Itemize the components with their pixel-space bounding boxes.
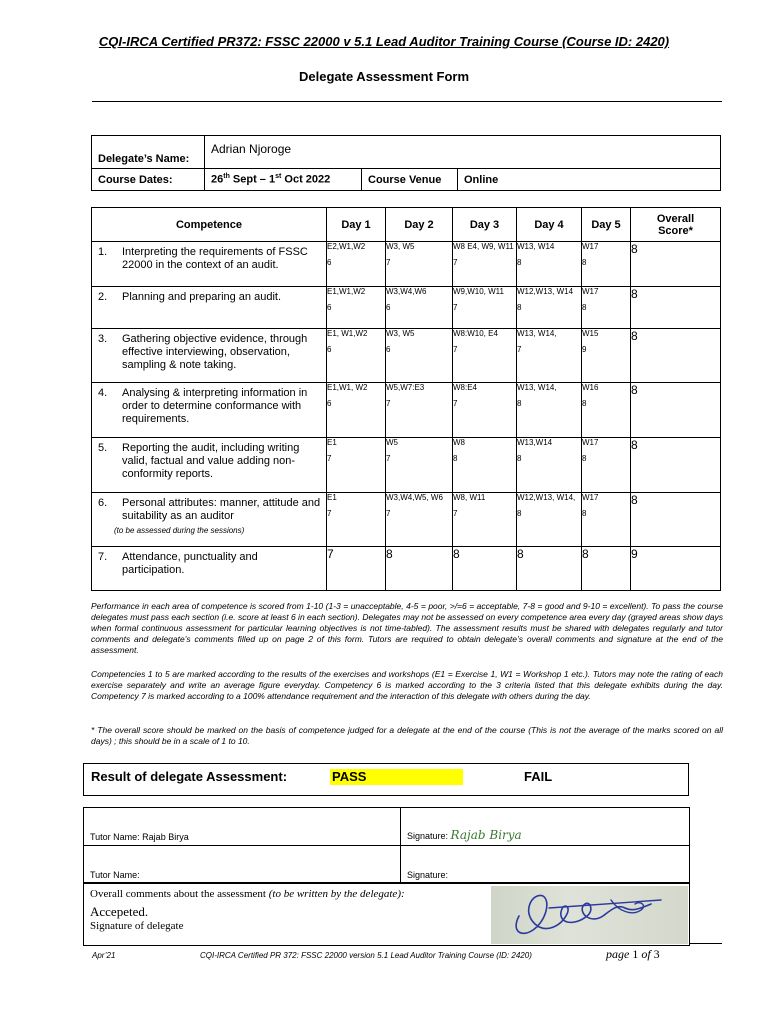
header-day-4: Day 4 xyxy=(517,208,582,242)
day-score-cell[interactable] xyxy=(386,383,453,438)
competence-text: Planning and preparing an audit. xyxy=(122,291,282,303)
overall-score-cell[interactable] xyxy=(631,329,721,383)
competence-cell xyxy=(92,329,327,383)
day-score: 8 xyxy=(517,547,524,561)
overall-score-cell[interactable] xyxy=(631,242,721,287)
day-score-cell[interactable] xyxy=(582,493,631,547)
day-score: 6 xyxy=(327,399,332,408)
day-score: 8 xyxy=(517,258,522,267)
day-exercise-codes: W16 xyxy=(582,383,599,392)
day-score: 8 xyxy=(582,547,589,561)
day-score-cell[interactable] xyxy=(453,383,517,438)
day-score: 7 xyxy=(386,509,391,518)
day-exercise-codes: E1, W1,W2 xyxy=(327,329,368,338)
day-score-cell[interactable] xyxy=(517,438,582,493)
day-exercise-codes: W12,W13, W14 xyxy=(517,287,574,296)
day-exercise-codes: W8 xyxy=(453,438,465,447)
day-score: 7 xyxy=(386,399,391,408)
competence-number: 3. xyxy=(98,333,108,345)
competence-number: 2. xyxy=(98,291,108,303)
competence-row xyxy=(92,493,721,547)
comments-question: Overall comments about the assessment (to be written by the delegate): xyxy=(90,888,405,900)
delegate-signature-label: Signature of delegate xyxy=(90,920,184,932)
competence-cell xyxy=(92,493,327,547)
day-score-cell[interactable] xyxy=(386,329,453,383)
day-score-cell[interactable] xyxy=(327,242,386,287)
tutor-name-1: Tutor Name: Rajab Birya xyxy=(84,808,401,846)
competence-text: Analysing & interpreting information in order to determine conformance with requirements. xyxy=(122,387,308,425)
day-score-cell[interactable] xyxy=(327,547,386,591)
day-score-cell[interactable] xyxy=(386,438,453,493)
day-score-cell[interactable] xyxy=(386,547,453,591)
result-box xyxy=(83,763,689,796)
day-score: 7 xyxy=(453,509,458,518)
overall-score-note: * The overall score should be marked on the basis of competence judged for a delegate at the end of the course (This is not the average of the marks scored on all days) ; this should be in a scale of 1 to 10. xyxy=(91,725,723,746)
day-score: 8 xyxy=(582,258,587,267)
day-score-cell[interactable] xyxy=(453,287,517,329)
competence-row xyxy=(92,287,721,329)
day-score-cell[interactable] xyxy=(582,438,631,493)
overall-score-cell[interactable] xyxy=(631,287,721,329)
day-score-cell[interactable] xyxy=(517,383,582,438)
overall-score-cell[interactable] xyxy=(631,547,721,591)
day-score: 8 xyxy=(582,303,587,312)
day-exercise-codes: W17 xyxy=(582,493,599,502)
day-score: 8 xyxy=(386,547,393,561)
overall-score: 8 xyxy=(631,438,638,452)
day-exercise-codes: W3,W4,W6 xyxy=(386,287,427,296)
day-score: 8 xyxy=(517,303,522,312)
delegate-signature-image xyxy=(491,886,688,944)
day-score: 8 xyxy=(582,509,587,518)
competence-number: 4. xyxy=(98,387,108,399)
day-score: 7 xyxy=(453,258,458,267)
day-score: 7 xyxy=(517,345,522,354)
result-label: Result of delegate Assessment: xyxy=(91,769,288,784)
header-day-1: Day 1 xyxy=(327,208,386,242)
day-score-cell[interactable] xyxy=(327,329,386,383)
day-score-cell[interactable] xyxy=(453,493,517,547)
comments-box xyxy=(83,882,690,946)
course-venue-value: Online xyxy=(458,169,721,191)
course-dates-value: 26th Sept – 1st Oct 2022 xyxy=(205,169,362,191)
day-exercise-codes: E1,W1,W2 xyxy=(327,287,366,296)
day-exercise-codes: W3,W4,W5, W6 xyxy=(386,493,443,502)
competence-number: 7. xyxy=(98,551,108,563)
day-score: 7 xyxy=(327,547,334,561)
tutor-signature-text: Rajab Birya xyxy=(450,828,522,842)
day-exercise-codes: W17 xyxy=(582,287,599,296)
day-score-cell[interactable] xyxy=(582,547,631,591)
day-score: 9 xyxy=(582,345,587,354)
course-dates-label: Course Dates: xyxy=(92,169,205,191)
day-score: 6 xyxy=(386,345,391,354)
overall-score: 8 xyxy=(631,329,638,343)
day-score-cell[interactable] xyxy=(327,438,386,493)
day-exercise-codes: W13, W14, xyxy=(517,383,557,392)
day-score: 6 xyxy=(327,345,332,354)
competence-cell xyxy=(92,438,327,493)
competence-number: 1. xyxy=(98,246,108,258)
day-exercise-codes: W3, W5 xyxy=(386,329,415,338)
competence-table xyxy=(91,207,721,591)
day-score: 8 xyxy=(517,399,522,408)
overall-score: 8 xyxy=(631,383,638,397)
day-score: 6 xyxy=(327,303,332,312)
day-score-cell[interactable] xyxy=(386,242,453,287)
day-exercise-codes: W3, W5 xyxy=(386,242,415,251)
day-score-cell[interactable] xyxy=(517,547,582,591)
day-score: 7 xyxy=(327,509,332,518)
footer-rule xyxy=(689,943,722,944)
header-day-3: Day 3 xyxy=(453,208,517,242)
day-score: 8 xyxy=(517,509,522,518)
overall-score-cell[interactable] xyxy=(631,493,721,547)
title-divider xyxy=(92,101,722,102)
day-exercise-codes: W15 xyxy=(582,329,599,338)
day-exercise-codes: W8:E4 xyxy=(453,383,478,392)
day-score: 8 xyxy=(453,547,460,561)
day-exercise-codes: W9,W10, W11 xyxy=(453,287,504,296)
delegate-name-value: Adrian Njoroge xyxy=(205,136,721,169)
competence-row xyxy=(92,329,721,383)
day-score: 7 xyxy=(453,345,458,354)
day-score: 6 xyxy=(327,258,332,267)
day-exercise-codes: W13,W14 xyxy=(517,438,553,447)
day-score-cell[interactable] xyxy=(327,287,386,329)
competence-subnote: (to be assessed during the sessions) xyxy=(114,526,245,535)
day-score-cell[interactable] xyxy=(582,383,631,438)
day-exercise-codes: W8 E4, W9, W11 xyxy=(453,242,514,251)
result-pass[interactable]: PASS xyxy=(330,769,463,785)
day-exercise-codes: W12,W13, W14, xyxy=(517,493,576,502)
day-exercise-codes: W5,W7:E3 xyxy=(386,383,425,392)
day-score: 6 xyxy=(386,303,391,312)
overall-score: 8 xyxy=(631,242,638,256)
competence-text: Reporting the audit, including writing valid, factual and value adding non-conformity reports. xyxy=(122,442,300,480)
day-score: 8 xyxy=(582,399,587,408)
overall-score: 8 xyxy=(631,287,638,301)
footer-course: CQI-IRCA Certified PR 372: FSSC 22000 version 5.1 Lead Auditor Training Course (ID: 2420) xyxy=(200,951,532,960)
delegate-info-table xyxy=(91,135,721,191)
day-score-cell[interactable] xyxy=(453,547,517,591)
day-score-cell[interactable] xyxy=(517,493,582,547)
day-score-cell[interactable] xyxy=(327,493,386,547)
day-score: 7 xyxy=(327,454,332,463)
competence-number: 5. xyxy=(98,442,108,454)
day-score-cell[interactable] xyxy=(582,242,631,287)
day-exercise-codes: W8:W10, E4 xyxy=(453,329,498,338)
day-score-cell[interactable] xyxy=(517,242,582,287)
day-score: 7 xyxy=(386,454,391,463)
competence-row xyxy=(92,242,721,287)
competence-cell xyxy=(92,547,327,591)
day-exercise-codes: E2,W1,W2 xyxy=(327,242,366,251)
footer-date: Apr’21 xyxy=(92,951,116,960)
tutor-signature-1: Signature: Rajab Birya xyxy=(401,808,690,846)
day-score-cell[interactable] xyxy=(453,329,517,383)
day-score: 8 xyxy=(582,454,587,463)
day-score-cell[interactable] xyxy=(386,287,453,329)
day-score: 7 xyxy=(453,399,458,408)
comments-answer: Accepeted. xyxy=(90,904,149,919)
overall-score: 8 xyxy=(631,493,638,507)
header-day-2: Day 2 xyxy=(386,208,453,242)
tutor-table xyxy=(83,807,690,884)
overall-score-cell[interactable] xyxy=(631,383,721,438)
competence-number: 6. xyxy=(98,497,108,509)
competence-text: Attendance, punctuality and participation. xyxy=(122,551,258,576)
scoring-note: Performance in each area of competence is scored from 1-10 (1-3 = unacceptable, 4-5 = poor, >/=6 = acceptable, 7-8 = good and 9-10 = excellent). To pass the course delegates must pass each section (i.e. score at least 6 in each section). Delegates may not be assessed on every competence area every day (grayed areas show days when formal continuous assessment for particular learning objectives is not time-tabled). The assessment results must be shared with delegates regularly and tutor comments and delegate’s comments filled up on page 2 of this form. Tutors are required to obtain delegate’s overall comments and signature at the end of the assessment. xyxy=(91,601,723,655)
day-score-cell[interactable] xyxy=(517,329,582,383)
tutor-signature-2[interactable]: Signature: xyxy=(401,846,690,884)
day-exercise-codes: W17 xyxy=(582,438,599,447)
delegate-name-label: Delegate’s Name: xyxy=(92,136,205,169)
day-score-cell[interactable] xyxy=(453,242,517,287)
day-exercise-codes: E1 xyxy=(327,493,337,502)
day-score: 7 xyxy=(453,303,458,312)
day-exercise-codes: W8, W11 xyxy=(453,493,486,502)
competence-row xyxy=(92,383,721,438)
course-title: CQI-IRCA Certified PR372: FSSC 22000 v 5.1 Lead Auditor Training Course (Course ID: 2420) xyxy=(98,34,670,49)
day-score-cell[interactable] xyxy=(386,493,453,547)
day-exercise-codes: W13, W14 xyxy=(517,242,555,251)
header-day-5: Day 5 xyxy=(582,208,631,242)
day-exercise-codes: W5 xyxy=(386,438,398,447)
day-score: 8 xyxy=(453,454,458,463)
competence-text: Interpreting the requirements of FSSC 22000 in the context of an audit. xyxy=(122,246,308,271)
competence-row xyxy=(92,547,721,591)
day-score-cell[interactable] xyxy=(517,287,582,329)
day-score-cell[interactable] xyxy=(582,287,631,329)
day-exercise-codes: W17 xyxy=(582,242,599,251)
tutor-name-2[interactable]: Tutor Name: xyxy=(84,846,401,884)
course-venue-label: Course Venue xyxy=(362,169,458,191)
competence-row xyxy=(92,438,721,493)
competency-note: Competencies 1 to 5 are marked according to the results of the exercises and workshops (E1 = Exercise 1, W1 = Workshop 1 etc.). Tutors may note the rating of each exercise separately and write an average figure everyday. Competency 6 is marked according to the 3 criteria listed that this delegate exhibits during the day. Competency 7 is marked according to a 100% attendance requirement and the interaction of this delegate with others during the day. xyxy=(91,669,723,701)
day-exercise-codes: E1,W1, W2 xyxy=(327,383,368,392)
header-competence: Competence xyxy=(92,208,327,242)
competence-text: Personal attributes: manner, attitude and suitability as an auditor xyxy=(122,497,321,522)
day-score: 7 xyxy=(386,258,391,267)
day-exercise-codes: W13, W14, xyxy=(517,329,557,338)
competence-cell xyxy=(92,383,327,438)
competence-cell xyxy=(92,287,327,329)
day-score-cell[interactable] xyxy=(582,329,631,383)
overall-score: 9 xyxy=(631,547,638,561)
form-title: Delegate Assessment Form xyxy=(298,69,470,84)
day-score-cell[interactable] xyxy=(453,438,517,493)
competence-cell xyxy=(92,242,327,287)
day-score: 8 xyxy=(517,454,522,463)
footer-page: page 1 of 3 xyxy=(606,947,660,961)
day-exercise-codes: E1 xyxy=(327,438,337,447)
day-score-cell[interactable] xyxy=(327,383,386,438)
header-overall-score: Overall Score* xyxy=(631,208,721,242)
competence-text: Gathering objective evidence, through effective interviewing, observation, sampling & note taking. xyxy=(122,333,308,371)
overall-score-cell[interactable] xyxy=(631,438,721,493)
result-fail[interactable]: FAIL xyxy=(524,769,553,784)
